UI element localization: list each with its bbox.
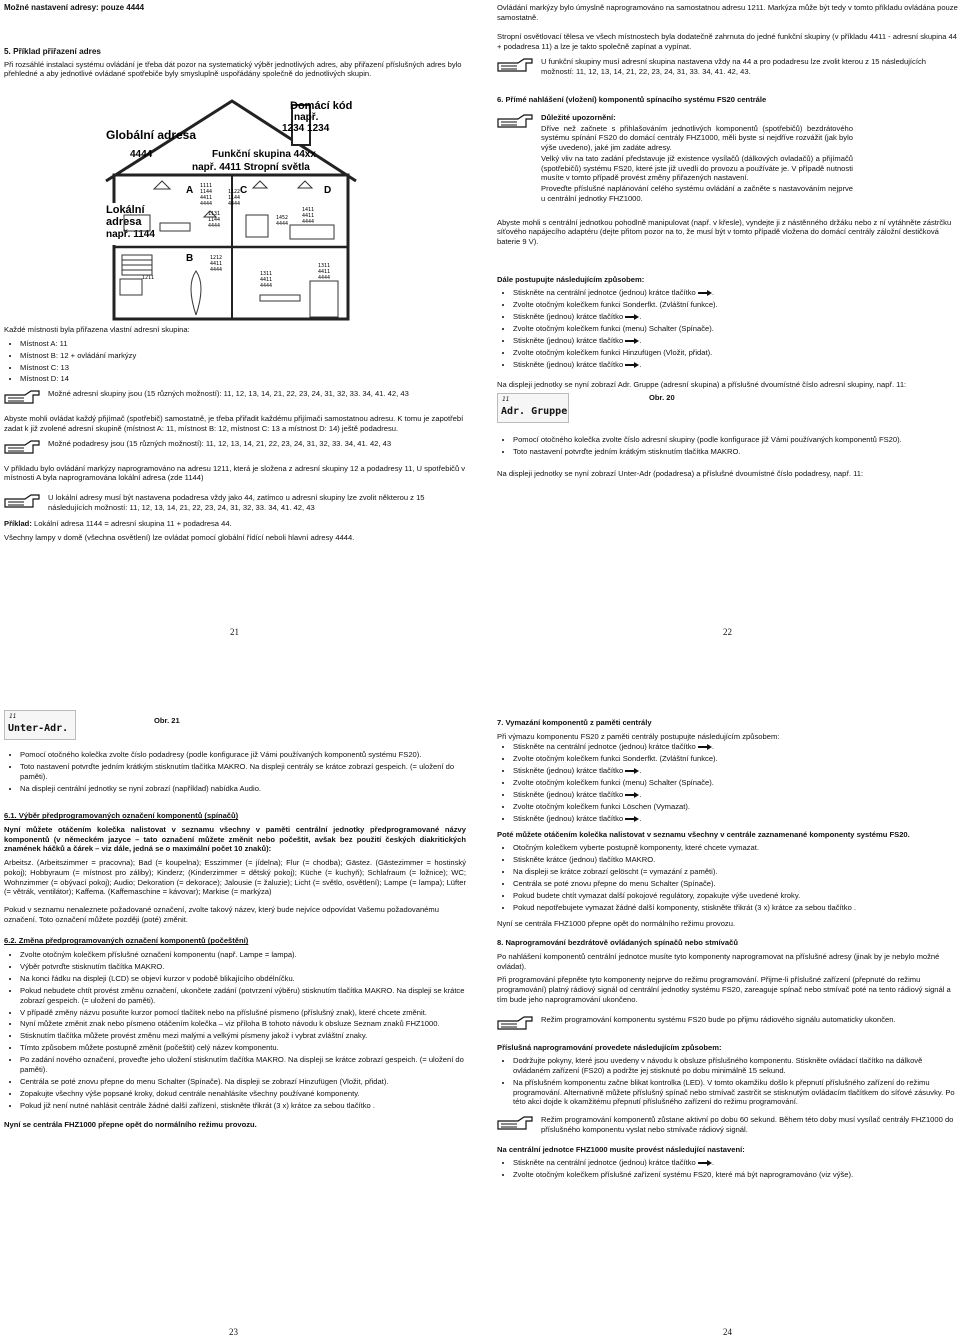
svg-text:4444: 4444 [200, 201, 213, 207]
svg-text:4444: 4444 [318, 275, 331, 281]
room-a-label: A [186, 185, 194, 196]
list-item: • Zvolte otočným kolečkem příslušné zařízení systému FS20, které má být naprogramováno (viz výše). [513, 1170, 959, 1180]
list-item: • Dodržujte pokyny, které jsou uvedeny v návodu k obsluze příslušného komponentu. Stiskněte ovládací tlačítko na dálkově ovládaném zařízení (FS20) a podržte jej stisknuté po dobu minimálně 15 sekund. [513, 1056, 959, 1075]
list-item: • Stiskněte na centrální jednotce (jednou) krátce tlačítko . [513, 1158, 959, 1168]
important-notice: Důležité upozornění: Dříve než začnete s přihlašováním jednotlivých komponentů (spotřebičů) bezdrátového systému spínání FS20 do domácí centrály FHZ1000, měli byste si nejdříve rozvážit (jak bylo výše uvedeno), jaké jim zadáte adresy. Velký vliv na tato zadání představuje již existence vysílačů (dálkových ovladačů) a přijímačů (spotřebičů) systému FS20, které jste již uvedli do provozu a používáte je. V případě nutnosti musíte v tomto případě provést změny přiřazených nastavení. Proveďte příslušné naplánování celého systému ovládání a začněte s nastavováním nejprve u centrální jednotky FHZ1000. [497, 113, 959, 207]
svg-text:1211: 1211 [142, 275, 155, 281]
svg-text:adresa: adresa [106, 216, 142, 228]
steps-list-2 [497, 435, 959, 457]
section-5-heading: 5. Příklad přiřazení adres [4, 47, 101, 57]
pointing-hand-icon [4, 389, 42, 407]
arrow-right-icon [625, 338, 639, 344]
list-item: • Výběr potvrďte stisknutím tlačítka MAKRO. [20, 962, 466, 972]
room-d-label: D [324, 185, 332, 196]
list-item: • Po zadání nového označení, proveďte jeho uložení stisknutím tlačítka MAKRO. Na displeji se krátce zobrazí gespeich. (= uložení do paměti). [20, 1055, 466, 1074]
page-21 [4, 3, 466, 643]
section-6-heading: 6. Přímé nahlášení (vložení) komponentů spínacího systému FS20 centrále [497, 95, 767, 105]
list-item: • Pokud nebudete chtít provést změnu označení, ukončete zadání (potvrzení výběru) stisknutím tlačítka MAKRO. Na displeji se krátce zobrazí gespeich. (= uložení do paměti). [20, 986, 466, 1005]
section-8-para-a: Po nahlášení komponentů centrální jednotce musíte tyto komponenty naprogramovat na příslušné adresy (jinak by je nebylo možné ovládat). [497, 952, 940, 971]
global-address-label: Globální adresa [106, 128, 197, 142]
note-programming-mode: Režim programování komponentu systému FS20 bude po přijmu rádiového signálu automaticky ukončen. [497, 1015, 959, 1033]
svg-text:1452: 1452 [276, 215, 289, 221]
para-awning: V příkladu bylo ovládání markýzy naprogramováno na adresu 1211, která je složena z adresní skupiny 12 a podadresy 11, U spotřebičů v místnosti A byla naprogramována lokální adresa (zde 1144) [4, 463, 466, 483]
section-7-end: Nyní se centrála FHZ1000 přepne opět do normálního režimu provozu. [497, 918, 736, 928]
svg-text:1131: 1131 [208, 211, 221, 217]
list-item: • Na displeji se krátce zobrazí gelöscht (= vymazání z paměti). [513, 867, 959, 877]
list-item: • Zvolte otočným kolečkem funkci Hinzufügen (Vložit, přidat). [513, 348, 959, 358]
svg-text:4444: 4444 [210, 267, 223, 273]
pointing-hand-icon [4, 439, 42, 457]
svg-text:1111: 1111 [200, 183, 213, 189]
list-item: • Pokud již není nutné nahlásit centrále žádné další zařízení, stiskněte třikrát (3 x) krátce za sebou tlačítko . [20, 1101, 466, 1111]
rooms-list [4, 339, 466, 384]
svg-text:1122: 1122 [228, 189, 241, 195]
awning-note: Ovládání markýzy bylo úmyslně naprogramováno na samostatnou adresu 1211. Markýza může být tedy v tomto příkladu ovládána pouze samostatně. [497, 3, 958, 22]
list-item: • Místnost D: 14 [20, 374, 466, 384]
steps-list-7 [497, 742, 959, 823]
list-item: • Zvolte otočným kolečkem funkci Sonderfkt. (Zvláštní funkce). [513, 754, 959, 764]
arrow-right-icon [625, 768, 639, 774]
arrow-right-icon [625, 314, 639, 320]
list-item: • Stiskněte (jednou) krátce tlačítko . [513, 336, 959, 346]
room-b-label: B [186, 253, 194, 264]
section-6-1-intro: Nyní můžete otáčením kolečka nalistovat v seznamu všechny v paměti centrální jednotky předprogramované názvy komponentů (v německém jazyce – tato označení můžete změnit nebo počeštit, avšak bez použití českých diakritických znamének háčků a čárek – viz dále, jedná se o maximální počet 10 znaků): [4, 824, 466, 854]
pointing-hand-icon [4, 493, 42, 511]
svg-text:4444: 4444 [276, 221, 289, 227]
section-6-1-note: Pokud v seznamu nenaleznete požadované označení, zvolte takový název, který bude nejvíce odpovídat Vašemu požadovanému označení. Toto označení můžete později (poté) změnit. [4, 905, 439, 924]
svg-text:1311: 1311 [260, 271, 273, 277]
steps-list-8 [497, 1056, 959, 1107]
page-22 [497, 3, 959, 643]
list-item: • Pomocí otočného kolečka zvolte číslo podadresy (podle konfigurace již Vámi používaných komponentů systému FS20). [20, 750, 466, 760]
page-number: 21 [230, 627, 239, 637]
section-5-intro: Při rozsáhlé instalaci systému ovládání je třeba dát pozor na systematický výběr jednotlivých adres, aby přiřazení příslušných adres bylo přehledné a aby jednotlivé ovládané spotřebiče byly smysluplně uspořádány společně do jednotlivých skupin. [4, 59, 462, 79]
pointing-hand-icon [497, 113, 535, 131]
para-addresses: Abyste mohli ovládat každý přijímač (spotřebič) samostatně, je třeba přiřadit každému přijímači samostatnou adresu. K tomu je zapotřebí zadat k již zvolené adresní skupině (místnost A: 11, místnost B: 12, místnost C: 13 a místnost D: 14) ještě podadresu. [4, 414, 464, 433]
address-setting-note: Možné nastavení adresy: pouze 4444 [4, 3, 145, 12]
svg-text:např.: např. [294, 112, 319, 123]
svg-text:4411: 4411 [200, 195, 213, 201]
list-item: • Pokud nepotřebujete vymazat žádné další komponenty, stiskněte třikrát (3 x) krátce za sebou tlačítko . [513, 903, 959, 913]
svg-text:1212: 1212 [210, 255, 223, 261]
svg-text:1144: 1144 [208, 217, 221, 223]
home-code-label: Domácí kód [290, 100, 353, 112]
list-item: • Toto nastavení potvrďte jedním krátkým stisknutím tlačítka MAKRO. [513, 447, 959, 457]
display-adr-gruppe: Na displeji jednotky se nyní zobrazí Adr. Gruppe (adresní skupina) a příslušné dvoumístné číslo adresní skupiny, např. 11: [497, 379, 907, 389]
svg-text:4444: 4444 [130, 149, 153, 160]
function-group-label: Funkční skupina 44xx [212, 149, 316, 160]
list-item: • Na příslušném komponentu začne blikat kontrolka (LED). V tomto okamžiku došlo k přepnutí příslušného zařízení do režimu programování. Alternativně můžete příslušný spínač nebo stmívač zastrčit se stisknutým ovládacím tlačítkem do síťové zásuvky. Po této akci dojde k okamžitému přepnutí příslušného zařízení do režimu programování. [513, 1078, 959, 1107]
list-item: • Stiskněte (jednou) krátce tlačítko . [513, 790, 959, 800]
local-address-label: Lokální [106, 204, 145, 216]
section-6-1-heading: 6.1. Výběr předprogramovaných označení komponentů (spínačů) [4, 811, 239, 821]
list-item: • Stiskněte na centrální jednotce (jednou) krátce tlačítko . [513, 742, 959, 752]
list-item: • Stiskněte (jednou) krátce tlačítko . [513, 766, 959, 776]
lcd-display: 11 Adr. Gruppe [497, 393, 569, 423]
battery-para: Abyste mohli s centrální jednotkou pohodlně manipulovat (např. v křesle), vyndejte ji z nástěnného držáku nebo z ní vytáhněte zástrčku síťového napájecího adaptéru (dejte přitom pozor na to, že musí být v tomto případě vložena do domácí centrály záložní destičková baterie 9 V). [497, 217, 952, 246]
global-lamps-line: Všechny lampy v domě (všechna osvětlení) lze ovládat pomocí globální řídící neboli hlavní adresy 4444. [4, 533, 355, 543]
list-item: • Stisknutím tlačítka můžete provést změnu mezi malými a velkými písmeny jakož i vybrat zvláštní znaky. [20, 1031, 466, 1041]
proceed-heading: Dále postupujte následujícím způsobem: [497, 274, 645, 284]
arrow-right-icon [625, 816, 639, 822]
steps-list [4, 750, 466, 793]
steps-list-last [497, 1158, 959, 1180]
room-c-label: C [240, 185, 248, 196]
list-item: • Stiskněte (jednou) krátce tlačítko . [513, 814, 959, 824]
svg-text:4411: 4411 [210, 261, 223, 267]
arrow-right-icon [625, 362, 639, 368]
svg-text:4444: 4444 [228, 201, 241, 207]
svg-text:1234 1234: 1234 1234 [282, 123, 330, 134]
note-subaddresses: Možné podadresy jsou (15 různých možností): 11, 12, 13, 14, 21, 22, 23, 24, 31, 32, 33. 34, 41. 42, 43 [4, 439, 466, 457]
pointing-hand-icon [497, 1015, 535, 1033]
section-8-proc: Příslušná naprogramování provedete následujícím způsobem: [497, 1042, 722, 1052]
list-item: • Stiskněte na centrální jednotce (jednou) krátce tlačítko . [513, 288, 959, 298]
page-number: 23 [229, 1327, 238, 1337]
ceiling-lights-para: Stropní osvětlovací tělesa ve všech místnostech byla dodatečně zahrnuta do jedné funkční skupiny (v příkladu 4411 - adresní skupina 44 + podadresa 11) a lze je takto společně zapínat a vypínat. [497, 32, 957, 52]
list-item: • Tímto způsobem můžete postupně změnit (počeštit) celý název komponentu. [20, 1043, 466, 1053]
note-address-groups: Možné adresní skupiny jsou (15 různých možností): 11, 12, 13, 14, 21, 22, 23, 24, 31, 32, 33. 34, 41. 42, 43 [4, 389, 466, 407]
list-item: • Stiskněte krátce (jednou) tlačítko MAKRO. [513, 855, 959, 865]
list-item: • Otočným kolečkem vyberte postupně komponenty, které chcete vymazat. [513, 843, 959, 853]
arrow-right-icon [698, 744, 712, 750]
section-7-heading: 7. Vymazání komponentů z paměti centrály [497, 718, 652, 727]
example-line: Příklad: Lokální adresa 1144 = adresní skupina 11 + podadresa 44. [4, 519, 232, 529]
page-number: 22 [723, 627, 732, 637]
svg-text:4444: 4444 [260, 283, 273, 289]
pointing-hand-icon [497, 57, 535, 75]
arrow-right-icon [698, 290, 712, 296]
list-item: • Centrála se poté znovu přepne do menu Schalter (Spínače). [513, 879, 959, 889]
section-6-2-heading: 6.2. Změna předprogramovaných označení komponentů (počeštění) [4, 936, 249, 946]
list-item: • Zvolte otočným kolečkem funkci Sonderfkt. (Zvláštní funkce). [513, 300, 959, 310]
arrow-right-icon [698, 1160, 712, 1166]
page-number: 24 [723, 1327, 732, 1337]
list-item: • Stiskněte (jednou) krátce tlačítko . [513, 360, 959, 370]
list-item: • V případě změny názvu posuňte kurzor pomocí tlačítek nebo na příslušné písmeno (příslušný znak), které chcete změnit. [20, 1008, 466, 1018]
list-item: • Pomocí otočného kolečka zvolte číslo adresní skupiny (podle konfigurace již Vámi používaných komponentů FS20). [513, 435, 959, 445]
steps-list-7b [497, 843, 959, 912]
normal-mode-line: Nyní se centrála FHZ1000 přepne opět do normálního režimu provozu. [4, 1120, 257, 1130]
list-item: • Místnost C: 13 [20, 363, 466, 373]
svg-text:4411: 4411 [318, 269, 331, 275]
page-23 [4, 710, 466, 1332]
svg-text:1144: 1144 [228, 195, 241, 201]
list-item: • Zvolte otočným kolečkem funkci Löschen (Vymazat). [513, 802, 959, 812]
page-24 [497, 718, 959, 1330]
list-item: • Pokud budete chtít vymazat další pokojové regulátory, zopakujte výše uvedené kroky. [513, 891, 959, 901]
svg-text:4411: 4411 [260, 277, 273, 283]
pointing-hand-icon [497, 1115, 535, 1133]
list-item: • Zvolte otočným kolečkem funkci (menu) Schalter (Spínače). [513, 324, 959, 334]
list-item: • Toto nastavení potvrďte jedním krátkým stisknutím tlačítka MAKRO. Na displeji centrály se krátce zobrazí gespeich. (= uložení do paměti). [20, 762, 466, 781]
list-item: • Zvolte otočným kolečkem příslušné označení komponentu (např. Lampe = lampa). [20, 950, 466, 960]
svg-text:např. 1144: např. 1144 [106, 229, 155, 240]
lcd-display: 11 Unter-Adr. [4, 710, 76, 740]
section-8-heading: 8. Naprogramování bezdrátově ovládaných spínačů nebo stmívačů [497, 938, 738, 948]
steps-list [497, 288, 959, 369]
section-7-list-intro: Poté můžete otáčením kolečka nalistovat v seznamu všechny v centrále zaznamenané komponenty systému FS20. [497, 829, 910, 839]
svg-text:1411: 1411 [302, 207, 315, 213]
list-item: • Zopakujte všechny výše popsané kroky, dokud centrále nenahlásíte všechny používané komponenty. [20, 1089, 466, 1099]
section-7-intro: Při výmazu komponentu FS20 z paměti centrály postupujte následujícím způsobem: [497, 731, 780, 741]
arrow-right-icon [625, 792, 639, 798]
list-item: • Stiskněte (jednou) krátce tlačítko . [513, 312, 959, 322]
list-item: • Na displeji centrální jednotky se nyní zobrazí (například) nabídka Audio. [20, 784, 466, 794]
note-60-seconds: Režim programování komponentů zůstane aktivní po dobu 60 sekund. Během této doby musí vysílač centrály FHZ1000 do příslušného komponentu vyslat nebo stmívače rádiový signál. [497, 1115, 959, 1134]
list-item: • Na konci řádku na displeji (LCD) se objeví kurzor v podobě blikajícího obdélníčku. [20, 974, 466, 984]
display-unter-adr: Na displeji jednotky se nyní zobrazí Unter-Adr (podadresa) a příslušné dvoumístné číslo podadresy, např. 11: [497, 468, 864, 478]
svg-text:1144: 1144 [200, 189, 213, 195]
house-address-diagram [100, 95, 370, 323]
svg-text:např. 4411 Stropní světla: např. 4411 Stropní světla [192, 162, 310, 173]
note-local-address: U lokální adresy musí být nastavena podadresa vždy jako 44, zatímco u adresní skupiny lze zvolit některou z 15 následujících možností: 11, 12, 13, 14, 21, 22, 23, 24, 31, 32, 33. 34, 41. 42, 43 [4, 493, 466, 512]
list-item: • Centrála se poté znovu přepne do menu Schalter (Spínače). Na displeji se zobrazí Hinzufügen (Vložit, přidat). [20, 1077, 466, 1087]
fhz-settings-heading: Na centrální jednotce FHZ1000 musíte provést následující nastavení: [497, 1144, 745, 1154]
list-item: • Místnost A: 11 [20, 339, 466, 349]
list-item: • Zvolte otočným kolečkem funkci (menu) Schalter (Spínače). [513, 778, 959, 788]
figure-caption: Obr. 20 [649, 393, 675, 403]
figure-caption: Obr. 21 [154, 716, 180, 725]
svg-text:4444: 4444 [208, 223, 221, 229]
svg-text:1311: 1311 [318, 263, 331, 269]
rooms-intro: Každé místnosti byla přiřazena vlastní adresní skupina: [4, 325, 190, 334]
section-8-para-b: Při programování přepněte tyto komponenty nejprve do režimu programování. Přijme-li příslušné zařízení (přepnuté do režimu programování) platný rádiový signál od centrální jednotky systému FS20, zareaguje spínač nebo stmívač poté na tento rádiový signál a tím bude jeho naprogramování ukončeno. [497, 975, 951, 1004]
list-item: • Místnost B: 12 + ovládání markýzy [20, 351, 466, 361]
svg-text:4444: 4444 [302, 219, 315, 225]
svg-text:4411: 4411 [302, 213, 315, 219]
steps-list-6-2 [4, 950, 466, 1110]
component-names: Arbeitsz. (Arbeitszimmer = pracovna); Bad (= koupelna); Esszimmer (= jídelna); Flur (= chodba); Gästez. (Gästezimmer = hostinský pokoj); Hobbyraum (= místnost pro záliby); Kinderz; (Kinderzimmer = dětský pokoj); Küche (= kuchyň); Schlafraum (= ložnice); WC; Wohnzimmer (= obývací pokoj); Audio; Dekoration (= dekorace); Jalousie (= žaluzie); Licht (= světlo, osvětlení); Lampe (= lampa); Lüfter (= větrák, ventilátor); Kaffema. (Kaffemaschine = kávovar); Markise (= markýza) [4, 858, 466, 897]
list-item: • Nyní můžete změnit znak nebo písmeno otáčením kolečka – viz příloha B tohoto návodu k obsluze Seznam znaků FHZ1000. [20, 1019, 466, 1029]
note-function-group: U funkční skupiny musí adresní skupina nastavena vždy na 44 a pro podadresu lze zvolit kterou z 15 následujících možností: 11, 12, 13, 14, 21, 22, 23, 24, 31, 33. 34, 41. 42, 43. [497, 57, 959, 76]
